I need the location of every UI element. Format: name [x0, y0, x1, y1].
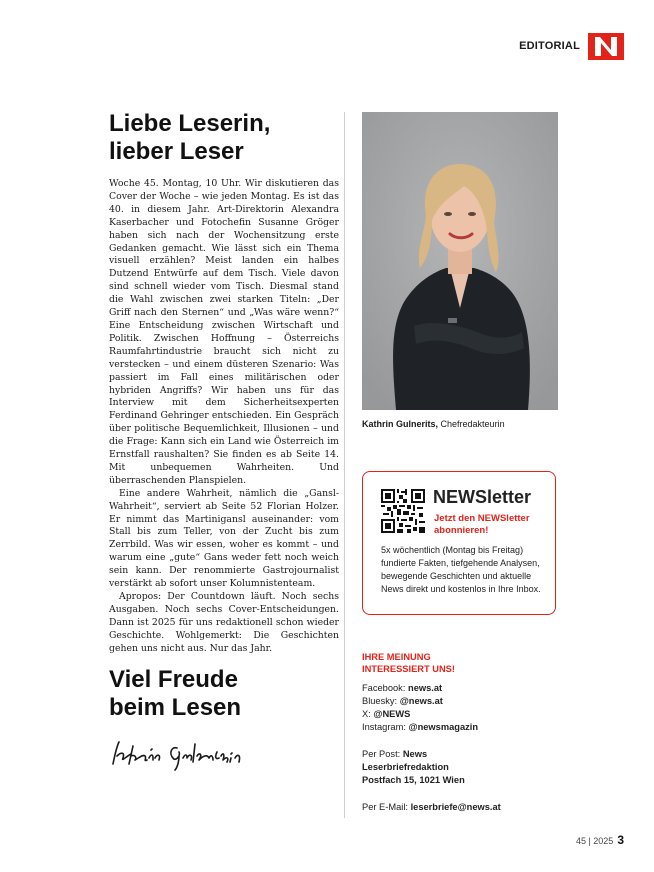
post-line-3: Postfach 15, 1021 Wien	[362, 775, 465, 785]
opinion-heading-line-1: IHRE MEINUNG	[362, 652, 431, 662]
issue-number: 45 | 2025	[575, 836, 614, 846]
editorial-title	[109, 110, 339, 166]
contact-instagram: Instagram: @newsmagazin	[362, 722, 479, 732]
column-divider	[344, 112, 345, 818]
body-paragraph: Woche 45. Montag, 10 Uhr. Wir diskutieren das Cover der Woche – wie jeden Montag. Es ist das 40. in diesem Jahr. Art-Direktorin Alexandra Kaserbacher und Fotochefin Susanne Gröger haben sich nach der Wochensitzung erste Gedanken gemacht. Wie lässt sich ein Thema visuell erzählen? Meist landen ein halbes Dutzend Entwürfe auf dem Tisch. Viele davon sind schnell wieder vom Tisch. Diesmal stand die Wahl zwischen zwei starken Titeln: „Der Griff nach den Sternen“ und „Was wäre wenn?“ Eine Entscheidung zwischen Wirtschaft und Politik. Zwischen Hoffnung – Österreichs Raumfahrtindustrie braucht sich nicht zu verstecken – und einem düsteren Szenario: Was passiert im Fall eines militärischen oder hybriden Angriffs? Wir haben uns für das Interview mit dem Sicherheitsexperten Ferdinand Gehringer entschieden. Ein Gespräch über politische Bequemlichkeit, Illusionen – und die Frage: Kann sich ein Land wie Österreich im Ernstfall raushalten? Sie finden es ab Seite 14. Mit unbequemen Wahrheiten. Und überraschenden Planspielen.	[109, 178, 339, 486]
bluesky-link[interactable]: @news.at	[399, 696, 443, 706]
caption-name: Kathrin Gulnerits,	[362, 419, 439, 429]
contact-bluesky: Bluesky: @news.at	[362, 696, 443, 706]
title-line-2: lieber Leser	[109, 138, 244, 165]
instagram-link[interactable]: @newsmagazin	[408, 722, 479, 732]
portrait-photo	[362, 112, 558, 410]
contact-list	[362, 682, 501, 814]
closing-line-2: beim Lesen	[109, 694, 242, 721]
body-paragraph: Apropos: Der Countdown läuft. Noch sechs Ausgaben. Noch sechs Cover-Entscheidungen. Dann ist 2025 für uns redaktionell schon wieder Geschichte. Wohlgemerkt: Die Geschichten gehen uns nicht aus. Nur das Jahr.	[109, 591, 339, 654]
page-number-value: 3	[617, 833, 624, 847]
editorial-body	[109, 178, 339, 656]
closing-greeting	[109, 666, 339, 722]
caption-role: Chefredakteurin	[440, 419, 505, 429]
facebook-link[interactable]: news.at	[408, 683, 443, 693]
contact-facebook: Facebook: news.at	[362, 683, 443, 693]
email-link[interactable]: leserbriefe@news.at	[410, 802, 501, 812]
qr-code-icon[interactable]	[381, 489, 425, 533]
handwritten-signature-icon	[109, 736, 279, 777]
contact-x: X: @NEWS	[362, 709, 411, 719]
newsletter-box[interactable]	[362, 471, 556, 615]
page-number	[576, 833, 624, 847]
title-line-1: Liebe Leserin,	[109, 110, 271, 137]
contact-email: Per E-Mail: leserbriefe@news.at	[362, 802, 501, 812]
opinion-heading-line-2: INTERESSIERT UNS!	[362, 663, 455, 674]
opinion-heading	[362, 652, 455, 675]
newsletter-subscribe-link[interactable]: Jetzt den NEWSletter abonnieren!	[434, 513, 530, 536]
closing-line-1: Viel Freude	[109, 666, 238, 693]
post-line-2: Leserbriefredaktion	[362, 762, 449, 772]
contact-post: Per Post: News	[362, 749, 428, 759]
section-label: EDITORIAL	[519, 40, 580, 52]
photo-caption	[362, 419, 505, 429]
x-link[interactable]: @NEWS	[373, 709, 411, 719]
news-n-logo-icon[interactable]	[588, 33, 624, 60]
newsletter-title: NEWSletter	[433, 487, 532, 507]
body-paragraph: Eine andere Wahrheit, nämlich die „Gansl-Wahrheit“, serviert ab Seite 52 Florian Holzer. Er nimmt das Martinigansl auseinander: vom Stall bis zum Teller, von der Zucht bis zum Zerrbild. Was wir essen, woher es kommt – und warum eine „gute“ Gans weder fett noch weich sein kann. Der renommierte Gastrojournalist verstärkt ab sofort unser Kolumnistenteam.	[109, 487, 339, 590]
newsletter-description: 5x wöchentlich (Montag bis Freitag) fundierte Fakten, tiefgehende Analysen, bewegende Geschichten und aktuelle News direkt und kostenlos in Ihre Inbox.	[381, 545, 541, 594]
